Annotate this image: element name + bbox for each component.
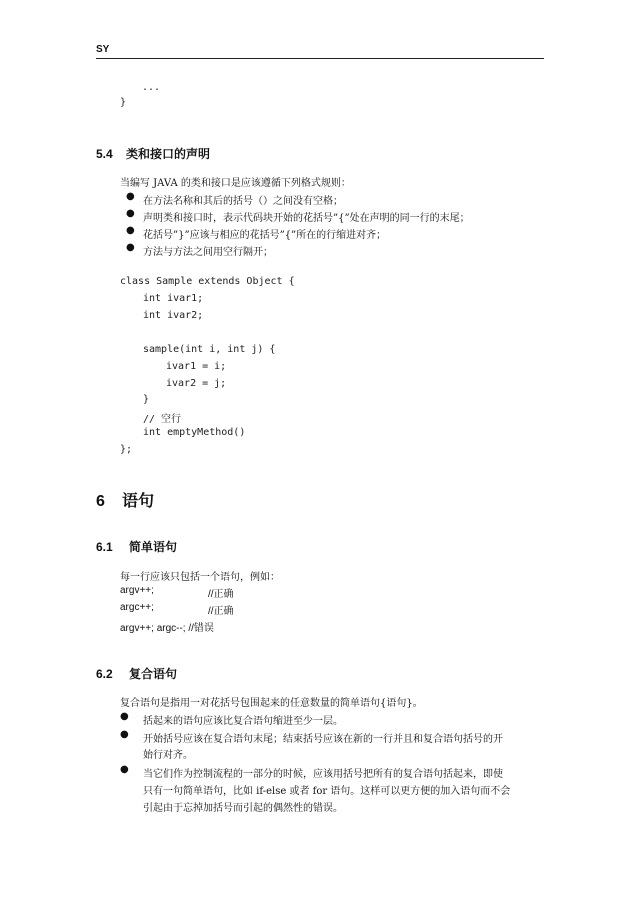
section-title: 简单语句 xyxy=(129,540,178,554)
list-item: 声明类和接口时，表示代码块开始的花括号”{”处在声明的同一行的末尾； xyxy=(143,213,470,224)
section-title: 类和接口的声明 xyxy=(126,147,211,161)
section-6-2-intro: 复合语句是指用一对花括号包围起来的任意数量的简单语句{语句}。 xyxy=(120,698,423,709)
bullet-dot: ● xyxy=(126,208,135,219)
section-6-1-intro: 每一行应该只包括一个语句，例如： xyxy=(120,572,280,583)
section-title: 复合语句 xyxy=(129,667,178,681)
bullet-dot: ● xyxy=(120,764,129,775)
list-item-continuation: 引起由于忘掉加括号而引起的偶然性的错误。 xyxy=(143,803,343,814)
bullet-dot: ● xyxy=(120,729,129,740)
section-title: 语句 xyxy=(122,493,155,510)
example-code: argv++; argc--; //错误 xyxy=(120,623,214,634)
code-line: sample(int i, int j) { xyxy=(143,344,276,355)
list-item: 方法与方法之间用空行隔开； xyxy=(143,247,273,258)
section-number: 5.4 xyxy=(96,147,113,161)
section-number: 6 xyxy=(96,493,105,510)
example-comment: //正确 xyxy=(208,606,234,617)
section-5-4-intro: 当编写 JAVA 的类和接口是应该遵循下列格式规则： xyxy=(120,178,351,189)
code-line: int emptyMethod() xyxy=(143,427,246,438)
bullet-dot: ● xyxy=(120,711,129,722)
section-6-heading xyxy=(96,488,154,511)
bullet-dot: ● xyxy=(126,225,135,236)
list-item: 括起来的语句应该比复合语句缩进至少一层。 xyxy=(143,716,343,727)
section-5-4-heading xyxy=(96,145,210,162)
list-item: 花括号”}”应该与相应的花括号”{”所在的行缩进对齐； xyxy=(143,230,387,241)
code-line: int ivar1; xyxy=(143,293,204,304)
section-number: 6.2 xyxy=(96,667,113,681)
running-header: SY xyxy=(96,44,110,55)
code-line: int ivar2; xyxy=(143,310,204,321)
code-line: class Sample extends Object { xyxy=(120,276,295,287)
example-comment: //正确 xyxy=(208,589,234,600)
code-ellipsis: ... xyxy=(142,82,161,93)
list-item-continuation: 只有一句简单语句，比如 if-else 或者 for 语句。这样可以更方便的加入语句而不会 xyxy=(143,786,511,797)
code-line: }; xyxy=(120,444,133,455)
code-closing-brace: } xyxy=(120,97,127,108)
bullet-dot: ● xyxy=(126,242,135,253)
example-code: argc++; xyxy=(120,602,154,613)
list-item: 在方法名称和其后的括号（）之间没有空格； xyxy=(143,196,343,207)
code-line: ivar1 = i; xyxy=(166,361,227,372)
code-line: ivar2 = j; xyxy=(166,378,227,389)
list-item-continuation: 始行对齐。 xyxy=(143,750,193,761)
list-item: 当它们作为控制流程的一部分的时候，应该用括号把所有的复合语句括起来，即使 xyxy=(143,769,503,780)
list-item: 开始括号应该在复合语句末尾；结束括号应该在新的一行并且和复合语句括号的开 xyxy=(143,734,503,745)
section-6-2-heading xyxy=(96,665,177,682)
section-number: 6.1 xyxy=(96,540,113,554)
header-rule xyxy=(96,58,544,59)
bullet-dot: ● xyxy=(126,191,135,202)
code-line: } xyxy=(143,394,150,405)
code-line: // 空行 xyxy=(143,414,182,425)
example-code: argv++; xyxy=(120,585,154,596)
section-6-1-heading xyxy=(96,538,177,555)
